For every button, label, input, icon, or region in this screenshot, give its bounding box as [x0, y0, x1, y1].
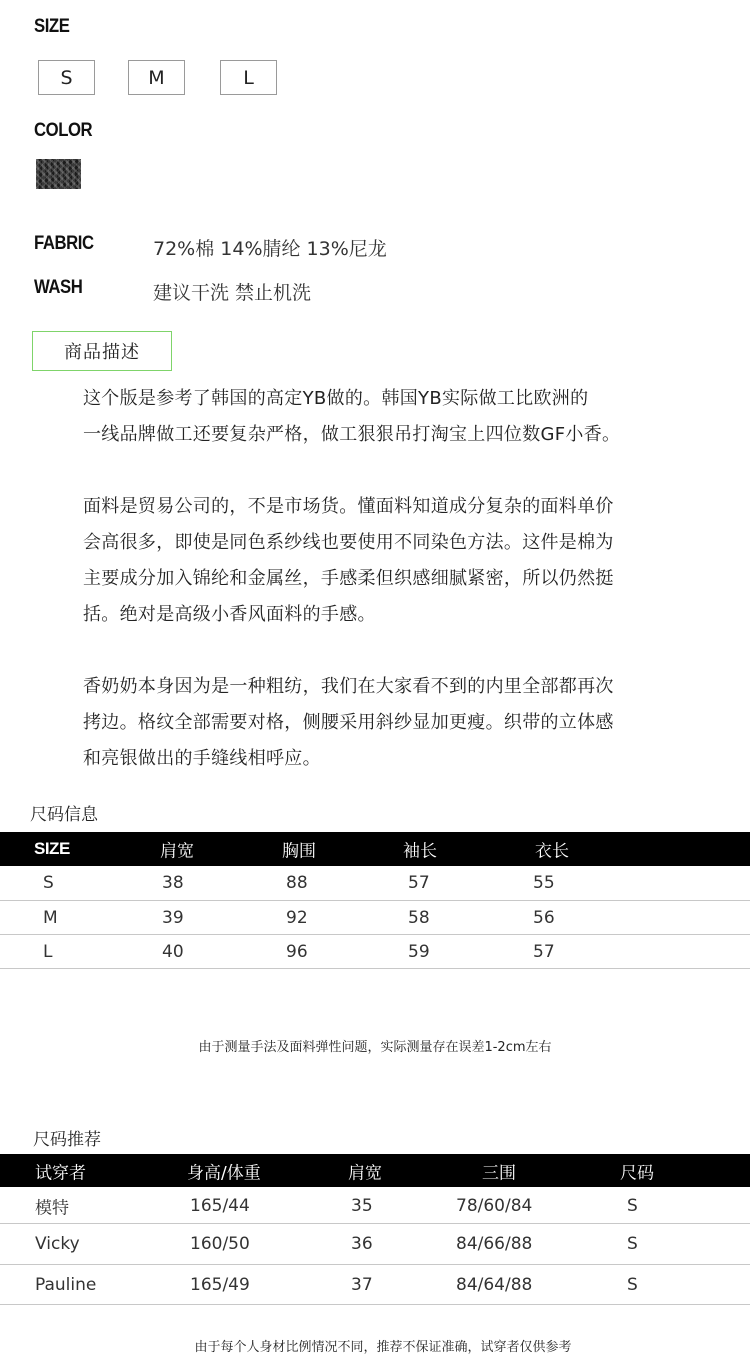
- recommend-table-row: [0, 1224, 750, 1265]
- description-line: 一线品牌做工还要复杂严格，做工狠狠吊打淘宝上四位数GF小香。: [83, 424, 621, 445]
- header-cell: 胸围: [282, 841, 316, 862]
- size-table-row: [0, 866, 750, 901]
- description-paragraph-1: [83, 381, 683, 453]
- table-cell: 模特: [35, 1198, 69, 1218]
- size-table-row: [0, 935, 750, 969]
- fabric-value: 72%棉 14%腈纶 13%尼龙: [153, 238, 387, 260]
- header-cell: SIZE: [34, 839, 70, 858]
- table-cell: 59: [408, 941, 430, 962]
- size-option-l[interactable]: L: [220, 60, 277, 95]
- wash-value: 建议干洗 禁止机洗: [153, 282, 312, 304]
- color-heading: COLOR: [34, 120, 93, 141]
- description-line: 会高很多，即使是同色系纱线也要使用不同染色方法。这件是棉为: [83, 532, 614, 553]
- header-cell: 肩宽: [160, 841, 194, 862]
- recommend-table-row: [0, 1188, 750, 1224]
- table-cell: 37: [351, 1274, 373, 1295]
- table-cell: 40: [162, 941, 184, 962]
- table-cell: 39: [162, 907, 184, 928]
- table-cell: M: [43, 907, 58, 928]
- size-table-header: [0, 832, 750, 866]
- table-cell: 58: [408, 907, 430, 928]
- table-cell: 84/66/88: [456, 1234, 533, 1254]
- table-cell: 78/60/84: [456, 1195, 533, 1216]
- table-cell: 96: [286, 941, 308, 962]
- table-cell: 165/49: [190, 1274, 250, 1295]
- recommend-note: 由于每个人身材比例情况不同，推荐不保证准确，试穿者仅供参考: [194, 1340, 572, 1355]
- table-cell: 35: [351, 1195, 373, 1216]
- header-cell: 身高/体重: [187, 1163, 261, 1183]
- description-line: 括。绝对是高级小香风面料的手感。: [83, 604, 376, 625]
- description-line: 面料是贸易公司的，不是市场货。懂面料知道成分复杂的面料单价: [83, 496, 614, 517]
- table-cell: 56: [533, 907, 555, 928]
- size-option-m[interactable]: M: [128, 60, 185, 95]
- size-option-s[interactable]: S: [38, 60, 95, 95]
- recommend-table-row: [0, 1265, 750, 1305]
- recommend-table-header: [0, 1154, 750, 1187]
- description-line: 香奶奶本身因为是一种粗纺，我们在大家看不到的内里全部都再次: [83, 676, 614, 697]
- table-cell: Vicky: [35, 1234, 80, 1254]
- table-cell: S: [627, 1195, 638, 1216]
- size-info-title: 尺码信息: [30, 805, 98, 825]
- wash-label: WASH: [34, 277, 83, 298]
- table-cell: 84/64/88: [456, 1274, 533, 1295]
- description-line: 这个版是参考了韩国的高定YB做的。韩国YB实际做工比欧洲的: [83, 388, 589, 409]
- header-cell: 衣长: [535, 841, 569, 862]
- header-cell: 三围: [482, 1163, 516, 1183]
- table-cell: 36: [351, 1234, 373, 1254]
- table-cell: 165/44: [190, 1195, 250, 1216]
- fabric-label: FABRIC: [34, 233, 94, 254]
- table-cell: 92: [286, 907, 308, 928]
- description-paragraph-2: [83, 489, 683, 633]
- size-heading: SIZE: [34, 16, 70, 37]
- recommend-title: 尺码推荐: [33, 1130, 101, 1150]
- table-cell: 38: [162, 873, 184, 893]
- table-cell: L: [43, 941, 53, 962]
- table-cell: Pauline: [35, 1274, 97, 1295]
- description-paragraph-3: [83, 669, 683, 777]
- table-cell: 88: [286, 873, 308, 893]
- color-swatch[interactable]: [36, 159, 81, 189]
- table-cell: S: [627, 1234, 638, 1254]
- table-cell: 57: [408, 873, 430, 893]
- header-cell: 袖长: [403, 841, 437, 862]
- table-cell: 57: [533, 941, 555, 962]
- description-line: 主要成分加入锦纶和金属丝，手感柔但织感细腻紧密，所以仍然挺: [83, 568, 614, 589]
- size-table-row: [0, 901, 750, 935]
- description-line: 和亮银做出的手缝线相呼应。: [83, 748, 321, 769]
- table-cell: 55: [533, 873, 555, 893]
- size-info-note: 由于测量手法及面料弹性问题，实际测量存在误差1-2cm左右: [198, 1040, 552, 1055]
- header-cell: 肩宽: [348, 1163, 382, 1183]
- table-cell: S: [43, 873, 54, 893]
- header-cell: 尺码: [620, 1163, 654, 1183]
- header-cell: 试穿者: [35, 1163, 86, 1183]
- description-tag: 商品描述: [32, 331, 172, 371]
- table-cell: 160/50: [190, 1234, 250, 1254]
- table-cell: S: [627, 1274, 638, 1295]
- description-line: 拷边。格纹全部需要对格，侧腰采用斜纱显加更瘦。织带的立体感: [83, 712, 614, 733]
